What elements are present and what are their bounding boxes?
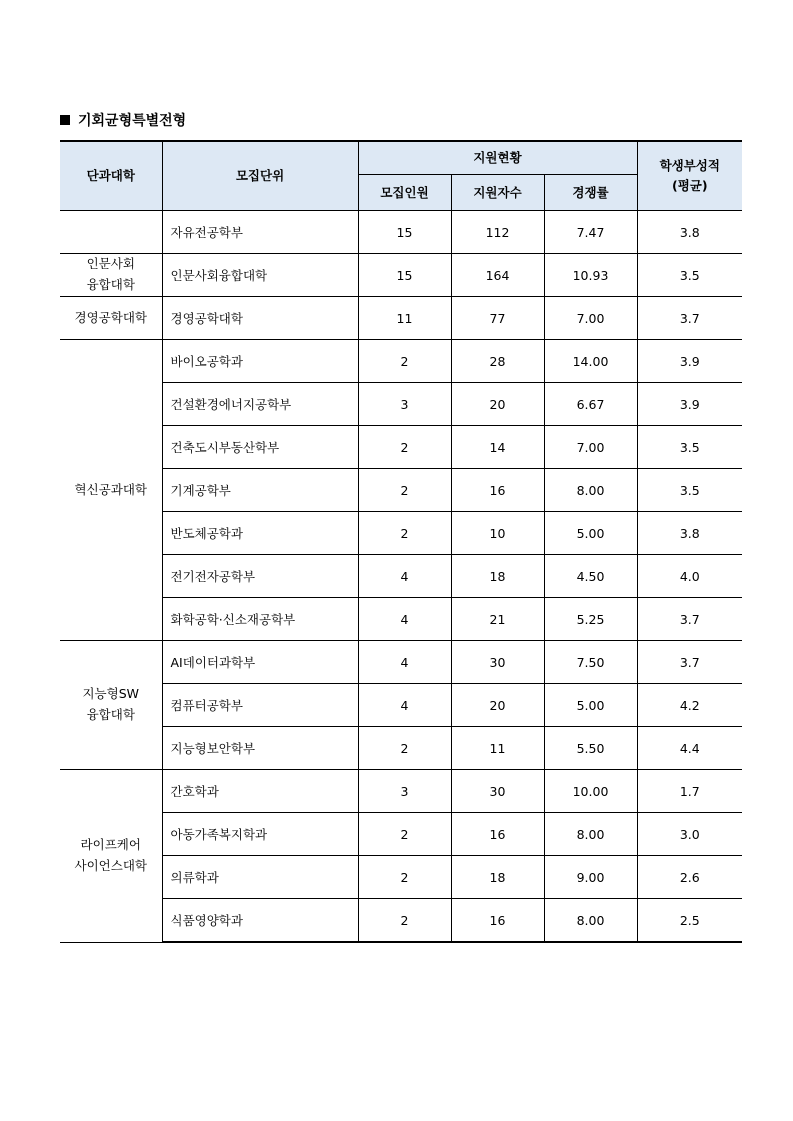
quota-cell: 2 <box>358 856 451 899</box>
table-header <box>60 141 742 211</box>
table-row <box>60 727 742 770</box>
header-college: 단과대학 <box>60 141 162 211</box>
unit-cell: 전기전자공학부 <box>162 555 358 598</box>
applicants-cell: 16 <box>451 899 544 943</box>
ratio-cell: 7.50 <box>544 641 637 684</box>
ratio-cell: 5.25 <box>544 598 637 641</box>
gpa-cell: 3.5 <box>637 469 742 512</box>
quota-cell: 2 <box>358 727 451 770</box>
ratio-cell: 5.50 <box>544 727 637 770</box>
applicants-cell: 112 <box>451 211 544 254</box>
gpa-cell: 3.7 <box>637 598 742 641</box>
applicants-cell: 30 <box>451 641 544 684</box>
ratio-cell: 10.93 <box>544 254 637 297</box>
quota-cell: 4 <box>358 641 451 684</box>
gpa-cell: 3.9 <box>637 340 742 383</box>
unit-cell: 간호학과 <box>162 770 358 813</box>
table-body <box>60 211 742 943</box>
quota-cell: 4 <box>358 555 451 598</box>
table-row <box>60 426 742 469</box>
applicants-cell: 14 <box>451 426 544 469</box>
header-ratio: 경쟁률 <box>544 175 637 211</box>
gpa-cell: 3.9 <box>637 383 742 426</box>
quota-cell: 2 <box>358 813 451 856</box>
quota-cell: 3 <box>358 770 451 813</box>
gpa-cell: 3.8 <box>637 512 742 555</box>
table-row <box>60 383 742 426</box>
gpa-cell: 2.5 <box>637 899 742 943</box>
table-row <box>60 813 742 856</box>
applicants-cell: 16 <box>451 469 544 512</box>
ratio-cell: 14.00 <box>544 340 637 383</box>
quota-cell: 2 <box>358 340 451 383</box>
gpa-cell: 3.7 <box>637 297 742 340</box>
ratio-cell: 4.50 <box>544 555 637 598</box>
table-row <box>60 512 742 555</box>
college-name-line1: 지능형SW <box>82 686 140 702</box>
table-row <box>60 856 742 899</box>
applicants-cell: 10 <box>451 512 544 555</box>
gpa-cell: 4.4 <box>637 727 742 770</box>
ratio-cell: 5.00 <box>544 684 637 727</box>
quota-cell: 11 <box>358 297 451 340</box>
unit-cell: 바이오공학과 <box>162 340 358 383</box>
applicants-cell: 28 <box>451 340 544 383</box>
applicants-cell: 16 <box>451 813 544 856</box>
table-row <box>60 254 742 297</box>
ratio-cell: 8.00 <box>544 469 637 512</box>
unit-cell: 반도체공학과 <box>162 512 358 555</box>
applicants-cell: 18 <box>451 555 544 598</box>
table-row <box>60 555 742 598</box>
table-row <box>60 469 742 512</box>
gpa-cell: 2.6 <box>637 856 742 899</box>
unit-cell: 화학공학·신소재공학부 <box>162 598 358 641</box>
gpa-cell: 4.0 <box>637 555 742 598</box>
college-cell <box>60 641 162 770</box>
table-row <box>60 211 742 254</box>
ratio-cell: 8.00 <box>544 813 637 856</box>
quota-cell: 4 <box>358 598 451 641</box>
applicants-cell: 20 <box>451 383 544 426</box>
applicants-cell: 11 <box>451 727 544 770</box>
applicants-cell: 18 <box>451 856 544 899</box>
header-status: 지원현황 <box>358 141 637 175</box>
college-cell: 혁신공과대학 <box>60 340 162 641</box>
quota-cell: 2 <box>358 426 451 469</box>
gpa-cell: 1.7 <box>637 770 742 813</box>
unit-cell: 건축도시부동산학부 <box>162 426 358 469</box>
header-gpa-line1: 학생부성적 <box>659 158 720 173</box>
header-quota: 모집인원 <box>358 175 451 211</box>
quota-cell: 3 <box>358 383 451 426</box>
ratio-cell: 6.67 <box>544 383 637 426</box>
unit-cell: 의류학과 <box>162 856 358 899</box>
unit-cell: 건설환경에너지공학부 <box>162 383 358 426</box>
ratio-cell: 9.00 <box>544 856 637 899</box>
gpa-cell: 4.2 <box>637 684 742 727</box>
quota-cell: 2 <box>358 469 451 512</box>
unit-cell: 지능형보안학부 <box>162 727 358 770</box>
unit-cell: 기계공학부 <box>162 469 358 512</box>
quota-cell: 2 <box>358 899 451 943</box>
section-title-text: 기회균형특별전형 <box>78 113 187 129</box>
header-gpa-line2: (평균) <box>671 178 708 193</box>
header-gpa <box>637 141 742 211</box>
quota-cell: 15 <box>358 254 451 297</box>
applicants-cell: 21 <box>451 598 544 641</box>
ratio-cell: 10.00 <box>544 770 637 813</box>
ratio-cell: 7.00 <box>544 426 637 469</box>
applicants-cell: 30 <box>451 770 544 813</box>
applicants-cell: 20 <box>451 684 544 727</box>
table-row <box>60 770 742 813</box>
table-row <box>60 684 742 727</box>
ratio-cell: 5.00 <box>544 512 637 555</box>
gpa-cell: 3.5 <box>637 426 742 469</box>
quota-cell: 4 <box>358 684 451 727</box>
admission-table <box>60 140 742 943</box>
quota-cell: 15 <box>358 211 451 254</box>
college-name-line1: 인문사회 <box>86 256 135 272</box>
header-applicants: 지원자수 <box>451 175 544 211</box>
table-row <box>60 899 742 943</box>
quota-cell: 2 <box>358 512 451 555</box>
applicants-cell: 77 <box>451 297 544 340</box>
section-title <box>60 110 186 130</box>
college-cell <box>60 211 162 254</box>
gpa-cell: 3.5 <box>637 254 742 297</box>
table-row <box>60 598 742 641</box>
gpa-cell: 3.0 <box>637 813 742 856</box>
unit-cell: 식품영양학과 <box>162 899 358 943</box>
college-cell <box>60 770 162 943</box>
gpa-cell: 3.8 <box>637 211 742 254</box>
gpa-cell: 3.7 <box>637 641 742 684</box>
ratio-cell: 7.00 <box>544 297 637 340</box>
table-row <box>60 297 742 340</box>
college-name-line2: 융합대학 <box>86 707 135 722</box>
table-row <box>60 641 742 684</box>
ratio-cell: 7.47 <box>544 211 637 254</box>
college-cell: 경영공학대학 <box>60 297 162 340</box>
table-row <box>60 340 742 383</box>
unit-cell: 아동가족복지학과 <box>162 813 358 856</box>
college-name-line2: 융합대학 <box>86 277 135 292</box>
unit-cell: 컴퓨터공학부 <box>162 684 358 727</box>
unit-cell: 자유전공학부 <box>162 211 358 254</box>
ratio-cell: 8.00 <box>544 899 637 943</box>
square-bullet-icon <box>60 115 70 125</box>
header-unit: 모집단위 <box>162 141 358 211</box>
applicants-cell: 164 <box>451 254 544 297</box>
unit-cell: AI데이터과학부 <box>162 641 358 684</box>
unit-cell: 경영공학대학 <box>162 297 358 340</box>
unit-cell: 인문사회융합대학 <box>162 254 358 297</box>
college-name-line1: 라이프케어 <box>80 837 141 853</box>
college-name-line2: 사이언스대학 <box>74 857 147 873</box>
college-cell <box>60 254 162 297</box>
